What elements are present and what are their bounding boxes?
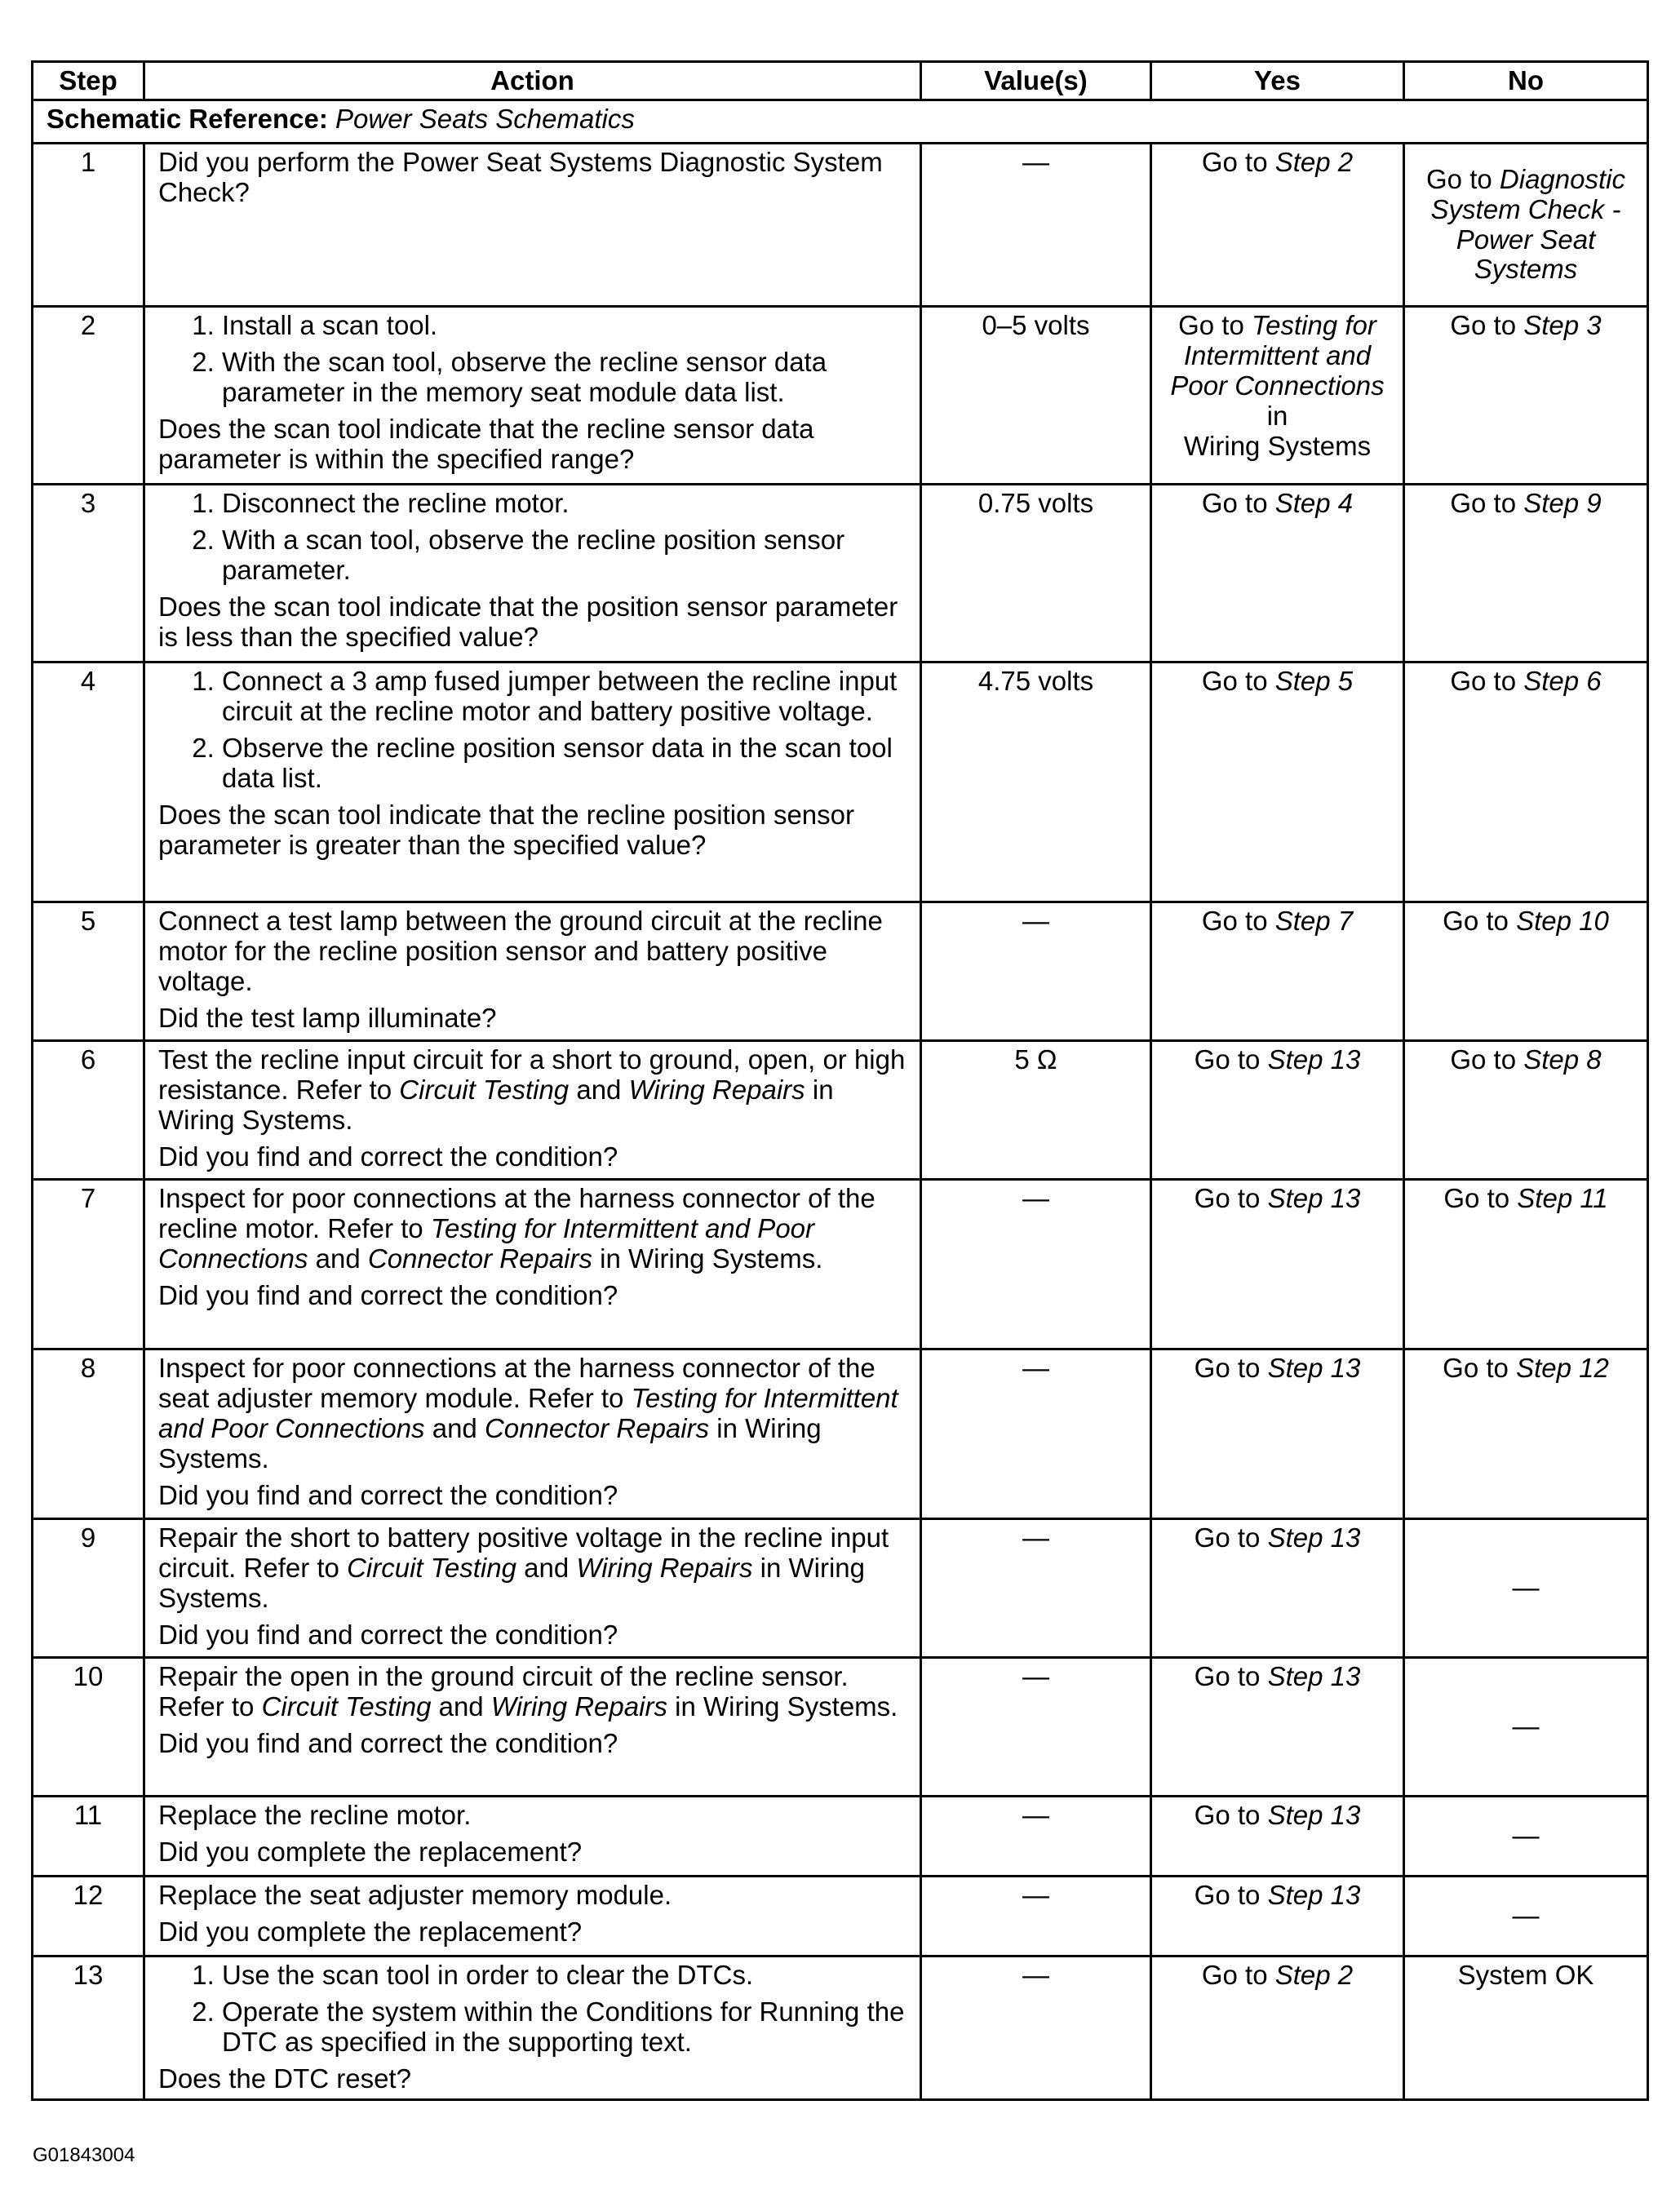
table-row xyxy=(33,144,1648,307)
step-number: 2 xyxy=(33,307,144,485)
step-number: 4 xyxy=(33,663,144,902)
yes-cell: Go to Step 13 xyxy=(1151,1519,1404,1658)
action-cell xyxy=(144,1956,921,2100)
action-step: 2. Operate the system within the Conditions for Running the DTC as specified in the supporting text. xyxy=(222,1997,906,2058)
yes-link[interactable]: Step 2 xyxy=(1274,147,1354,177)
circuit-testing-link[interactable]: Circuit Testing xyxy=(261,1691,432,1722)
wiring-repairs-link[interactable]: Wiring Repairs xyxy=(576,1552,753,1583)
action-question: Does the scan tool indicate that the recline position sensor parameter is greater than the specified value? xyxy=(158,799,855,860)
table-row xyxy=(33,1797,1648,1877)
yes-cell: Go to Step 13 xyxy=(1151,1041,1404,1180)
yes-link[interactable]: Step 2 xyxy=(1274,1960,1354,1990)
action-question: Does the DTC reset? xyxy=(158,2063,411,2094)
table-row xyxy=(33,1877,1648,1956)
step-number: 12 xyxy=(33,1877,144,1956)
yes-link[interactable]: Step 13 xyxy=(1267,1661,1361,1691)
yes-cell: Go to Step 2 xyxy=(1151,1956,1404,2100)
table-row xyxy=(33,1519,1648,1658)
no-cell: — xyxy=(1404,1658,1648,1797)
action-steps xyxy=(158,1961,906,2058)
value-cell: — xyxy=(921,1877,1151,1956)
action-cell xyxy=(144,485,921,663)
table-row xyxy=(33,307,1648,485)
action-text: Test the recline input circuit for a short to ground, open, or high resistance. Refer to Circuit Testing and Wiring Repairs in Wiring Systems. xyxy=(158,1044,906,1135)
figure-id: G01843004 xyxy=(33,2144,135,2166)
diagnostic-table xyxy=(31,60,1649,2101)
table-row xyxy=(33,1658,1648,1797)
table-row xyxy=(33,1041,1648,1180)
yes-link[interactable]: Step 13 xyxy=(1267,1522,1361,1553)
yes-cell: Go to Step 4 xyxy=(1151,485,1404,663)
action-text: Inspect for poor connections at the harness connector of the recline motor. Refer to Testing for Intermittent and Poor Connections and Connector Repairs in Wiring Systems. xyxy=(158,1183,875,1274)
table-row xyxy=(33,1349,1648,1519)
value-cell: — xyxy=(921,902,1151,1041)
table-row xyxy=(33,663,1648,902)
yes-cell: Go to Step 13 xyxy=(1151,1877,1404,1956)
no-link[interactable]: Step 10 xyxy=(1516,906,1609,936)
action-question: Did you find and correct the condition? xyxy=(158,1619,618,1650)
no-link[interactable]: Step 9 xyxy=(1523,488,1602,518)
yes-link[interactable]: Step 13 xyxy=(1267,1353,1361,1383)
step-number: 7 xyxy=(33,1180,144,1349)
value-cell: — xyxy=(921,1797,1151,1877)
no-link[interactable]: Diagnostic System Check - Power Seat Systems xyxy=(1430,163,1625,285)
yes-cell: Go to Step 7 xyxy=(1151,902,1404,1041)
table-row xyxy=(33,1956,1648,2100)
action-text: Repair the short to battery positive voltage in the recline input circuit. Refer to Circuit Testing and Wiring Repairs in Wiring Systems. xyxy=(158,1522,889,1613)
yes-cell: Go to Testing for Intermittent and Poor Connections in Wiring Systems xyxy=(1151,307,1404,485)
value-cell: — xyxy=(921,1349,1151,1519)
yes-link[interactable]: Step 13 xyxy=(1267,1800,1361,1830)
action-text: Replace the recline motor. xyxy=(158,1800,472,1830)
action-step: 1. Use the scan tool in order to clear the DTCs. xyxy=(222,1961,906,1991)
no-cell: Go to Step 6 xyxy=(1404,663,1648,902)
table-row xyxy=(33,902,1648,1041)
no-link[interactable]: Step 6 xyxy=(1523,666,1602,696)
action-step: 2. Observe the recline position sensor data in the scan tool data list. xyxy=(222,733,906,794)
yes-link[interactable]: Step 7 xyxy=(1274,906,1354,936)
value-cell: — xyxy=(921,1956,1151,2100)
testing-intermittent-link[interactable]: Testing for Intermittent and Poor Connections xyxy=(158,1382,898,1443)
action-question: Does the scan tool indicate that the recline sensor data parameter is within the specified range? xyxy=(158,413,814,474)
value-cell: 5 Ω xyxy=(921,1041,1151,1180)
action-cell xyxy=(144,1041,921,1180)
action-cell xyxy=(144,1877,921,1956)
header-row xyxy=(33,62,1648,100)
step-number: 5 xyxy=(33,902,144,1041)
step-number: 9 xyxy=(33,1519,144,1658)
value-cell: — xyxy=(921,1519,1151,1658)
yes-link[interactable]: Step 13 xyxy=(1267,1880,1361,1910)
step-number: 3 xyxy=(33,485,144,663)
action-text: Repair the open in the ground circuit of the recline sensor. Refer to Circuit Testing and Wiring Repairs in Wiring Systems. xyxy=(158,1661,898,1722)
yes-link[interactable]: Step 5 xyxy=(1274,666,1354,696)
action-text: Did you perform the Power Seat Systems Diagnostic System Check? xyxy=(158,147,883,207)
action-question: Did you find and correct the condition? xyxy=(158,1479,618,1510)
yes-cell: Go to Step 13 xyxy=(1151,1658,1404,1797)
circuit-testing-link[interactable]: Circuit Testing xyxy=(399,1074,570,1105)
schematic-reference-link[interactable]: Power Seats Schematics xyxy=(335,104,635,134)
header-values: Value(s) xyxy=(921,62,1151,100)
yes-cell: Go to Step 13 xyxy=(1151,1180,1404,1349)
no-cell: Go to Step 3 xyxy=(1404,307,1648,485)
action-question: Did you find and correct the condition? xyxy=(158,1279,618,1310)
action-cell xyxy=(144,1658,921,1797)
yes-link[interactable]: Step 13 xyxy=(1267,1044,1361,1075)
no-link[interactable]: Step 12 xyxy=(1516,1353,1609,1383)
schematic-reference-row xyxy=(33,100,1648,144)
action-cell xyxy=(144,1349,921,1519)
no-cell: System OK xyxy=(1404,1956,1648,2100)
action-cell xyxy=(144,663,921,902)
table-row xyxy=(33,1180,1648,1349)
action-steps xyxy=(158,667,906,794)
action-step: 2. With the scan tool, observe the recline sensor data parameter in the memory seat module data list. xyxy=(222,348,906,408)
header-yes: Yes xyxy=(1151,62,1404,100)
table-row xyxy=(33,485,1648,663)
yes-cell: Go to Step 13 xyxy=(1151,1349,1404,1519)
action-cell xyxy=(144,1797,921,1877)
no-cell: Go to Step 11 xyxy=(1404,1180,1648,1349)
header-no: No xyxy=(1404,62,1648,100)
step-number: 10 xyxy=(33,1658,144,1797)
action-question: Does the scan tool indicate that the position sensor parameter is less than the specified value? xyxy=(158,591,898,652)
yes-cell: Go to Step 5 xyxy=(1151,663,1404,902)
action-cell xyxy=(144,307,921,485)
action-step: 1. Disconnect the recline motor. xyxy=(222,489,906,519)
no-cell: Go to Step 8 xyxy=(1404,1041,1648,1180)
step-number: 13 xyxy=(33,1956,144,2100)
step-number: 6 xyxy=(33,1041,144,1180)
action-question: Did the test lamp illuminate? xyxy=(158,1002,497,1033)
no-cell: — xyxy=(1404,1519,1648,1658)
connector-repairs-link[interactable]: Connector Repairs xyxy=(484,1412,710,1443)
yes-link[interactable]: Testing for Intermittent and Poor Connections xyxy=(1170,310,1385,401)
header-action: Action xyxy=(144,62,921,100)
wiring-repairs-link[interactable]: Wiring Repairs xyxy=(490,1691,667,1722)
schematic-reference-label: Schematic Reference: xyxy=(47,104,328,134)
value-cell: — xyxy=(921,1180,1151,1349)
action-steps xyxy=(158,489,906,586)
yes-cell: Go to Step 2 xyxy=(1151,144,1404,307)
action-text: Inspect for poor connections at the harness connector of the seat adjuster memory module. Refer to Testing for Intermittent and Poor Connections and Connector Repairs in Wiring Systems. xyxy=(158,1353,898,1473)
no-cell: Go to Step 9 xyxy=(1404,485,1648,663)
action-question: Did you find and correct the condition? xyxy=(158,1141,618,1172)
action-cell xyxy=(144,902,921,1041)
wiring-repairs-link[interactable]: Wiring Repairs xyxy=(628,1074,805,1105)
yes-cell: Go to Step 13 xyxy=(1151,1797,1404,1877)
action-question: Did you complete the replacement? xyxy=(158,1836,583,1867)
no-cell: — xyxy=(1404,1877,1648,1956)
action-question: Did you find and correct the condition? xyxy=(158,1727,618,1758)
no-cell: Go to Step 10 xyxy=(1404,902,1648,1041)
value-cell: — xyxy=(921,1658,1151,1797)
action-text: Connect a test lamp between the ground circuit at the recline motor for the recline position sensor and battery positive voltage. xyxy=(158,906,883,996)
step-number: 11 xyxy=(33,1797,144,1877)
value-cell: 0.75 volts xyxy=(921,485,1151,663)
no-link[interactable]: Step 8 xyxy=(1523,1044,1602,1075)
testing-intermittent-link[interactable]: Testing for Intermittent and Poor Connections xyxy=(158,1212,815,1274)
action-cell xyxy=(144,1519,921,1658)
circuit-testing-link[interactable]: Circuit Testing xyxy=(347,1552,516,1583)
yes-link[interactable]: Step 4 xyxy=(1274,488,1354,518)
step-number: 8 xyxy=(33,1349,144,1519)
no-cell: Go to Step 12 xyxy=(1404,1349,1648,1519)
action-cell xyxy=(144,1180,921,1349)
header-step: Step xyxy=(33,62,144,100)
connector-repairs-link[interactable]: Connector Repairs xyxy=(367,1243,592,1274)
action-step: 1. Connect a 3 amp fused jumper between the recline input circuit at the recline motor and battery positive voltage. xyxy=(222,667,906,727)
schematic-reference xyxy=(33,100,1648,144)
no-link[interactable]: Step 11 xyxy=(1517,1183,1608,1213)
yes-link[interactable]: Step 13 xyxy=(1267,1183,1361,1213)
value-cell: 0–5 volts xyxy=(921,307,1151,485)
step-number: 1 xyxy=(33,144,144,307)
action-step: 1. Install a scan tool. xyxy=(222,311,906,341)
action-text: Replace the seat adjuster memory module. xyxy=(158,1880,672,1910)
action-cell xyxy=(144,144,921,307)
no-cell: Go to Diagnostic System Check - Power Seat Systems xyxy=(1404,144,1648,307)
no-cell: — xyxy=(1404,1797,1648,1877)
value-cell: — xyxy=(921,144,1151,307)
no-link[interactable]: Step 3 xyxy=(1523,310,1602,340)
action-question: Did you complete the replacement? xyxy=(158,1916,583,1947)
action-steps xyxy=(158,311,906,408)
action-step: 2. With a scan tool, observe the recline position sensor parameter. xyxy=(222,525,906,586)
value-cell: 4.75 volts xyxy=(921,663,1151,902)
